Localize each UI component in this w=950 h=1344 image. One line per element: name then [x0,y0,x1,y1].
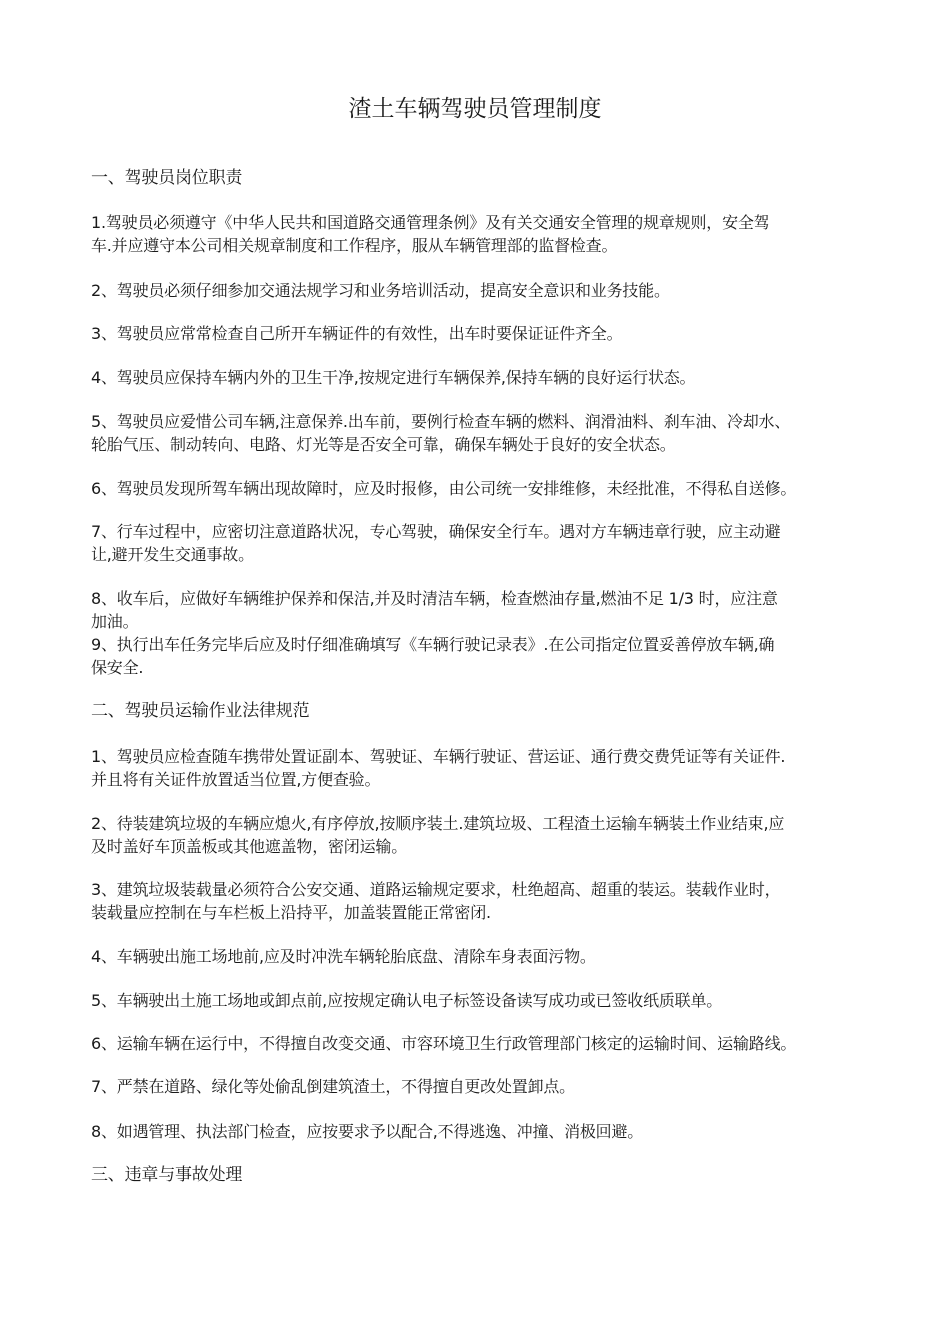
duty-item-5-line-2: 轮胎气压、制动转向、电路、灯光等是否安全可靠，确保车辆处于良好的安全状态。 [91,435,676,454]
norm-item-6: 6、运输车辆在运行中，不得擅自改变交通、市容环境卫生行政管理部门核定的运输时间、运输路线。 [91,1034,797,1053]
section-heading-violations: 三、违章与事故处理 [91,1165,243,1185]
norm-item-8: 8、如遇管理、执法部门检查，应按要求予以配合,不得逃逸、冲撞、消极回避。 [91,1122,644,1141]
duty-item-9-line-1: 9、执行出车任务完毕后应及时仔细准确填写《车辆行驶记录表》.在公司指定位置妥善停放车辆,确 [91,635,775,654]
norm-item-7: 7、严禁在道路、绿化等处偷乱倒建筑渣土，不得擅自更改处置卸点。 [91,1077,575,1096]
norm-item-1-line-2: 并且将有关证件放置适当位置,方便查验。 [91,770,381,789]
duty-item-4: 4、驾驶员应保持车辆内外的卫生干净,按规定进行车辆保养,保持车辆的良好运行状态。 [91,368,696,387]
duty-item-7-line-1: 7、行车过程中，应密切注意道路状况，专心驾驶，确保安全行车。遇对方车辆违章行驶，应主动避 [91,522,781,541]
norm-item-3-line-1: 3、建筑垃圾装载量必须符合公安交通、道路运输规定要求，杜绝超高、超重的装运。装载作业时， [91,880,781,899]
section-heading-transport-norms: 二、驾驶员运输作业法律规范 [91,701,310,721]
norm-item-2-line-2: 及时盖好车顶盖板或其他遮盖物，密闭运输。 [91,837,408,856]
norm-item-3-line-2: 装载量应控制在与车栏板上沿持平，加盖装置能正常密闭. [91,903,491,922]
norm-item-5: 5、车辆驶出土施工场地或卸点前,应按规定确认电子标签设备读写成功或已签收纸质联单。 [91,991,723,1010]
duty-item-3: 3、驾驶员应常常检查自己所开车辆证件的有效性，出车时要保证证件齐全。 [91,324,623,343]
document-title: 渣土车辆驾驶员管理制度 [348,96,602,122]
duty-item-5-line-1: 5、驾驶员应爱惜公司车辆,注意保养.出车前，要例行检查车辆的燃料、润滑油料、刹车油、冷却水、 [91,412,791,431]
duty-item-1-line-2: 车.并应遵守本公司相关规章制度和工作程序，服从车辆管理部的监督检查。 [91,236,618,255]
duty-item-6: 6、驾驶员发现所驾车辆出现故障时，应及时报修，由公司统一安排维修，未经批准，不得私自送修。 [91,479,797,498]
section-heading-duties: 一、驾驶员岗位职责 [91,168,243,188]
duty-item-8-line-2: 加油。 [91,612,139,631]
duty-item-8-line-1: 8、收车后，应做好车辆维护保养和保洁,并及时清洁车辆，检查燃油存量,燃油不足 1/3 时，应注意 [91,589,778,608]
norm-item-1-line-1: 1、驾驶员应检查随车携带处置证副本、驾驶证、车辆行驶证、营运证、通行费交费凭证等有关证件. [91,747,786,766]
duty-item-7-line-2: 让,避开发生交通事故。 [91,545,254,564]
norm-item-2-line-1: 2、待装建筑垃圾的车辆应熄火,有序停放,按顺序装土.建筑垃圾、工程渣土运输车辆装土作业结束,应 [91,814,785,833]
duty-item-9-line-2: 保安全. [91,658,144,677]
duty-item-2: 2、驾驶员必须仔细参加交通法规学习和业务培训活动，提高安全意识和业务技能。 [91,281,670,300]
duty-item-1-line-1: 1.驾驶员必须遵守《中华人民共和国道路交通管理条例》及有关交通安全管理的规章规则，安全驾 [91,213,770,232]
norm-item-4: 4、车辆驶出施工场地前,应及时冲洗车辆轮胎底盘、清除车身表面污物。 [91,947,596,966]
